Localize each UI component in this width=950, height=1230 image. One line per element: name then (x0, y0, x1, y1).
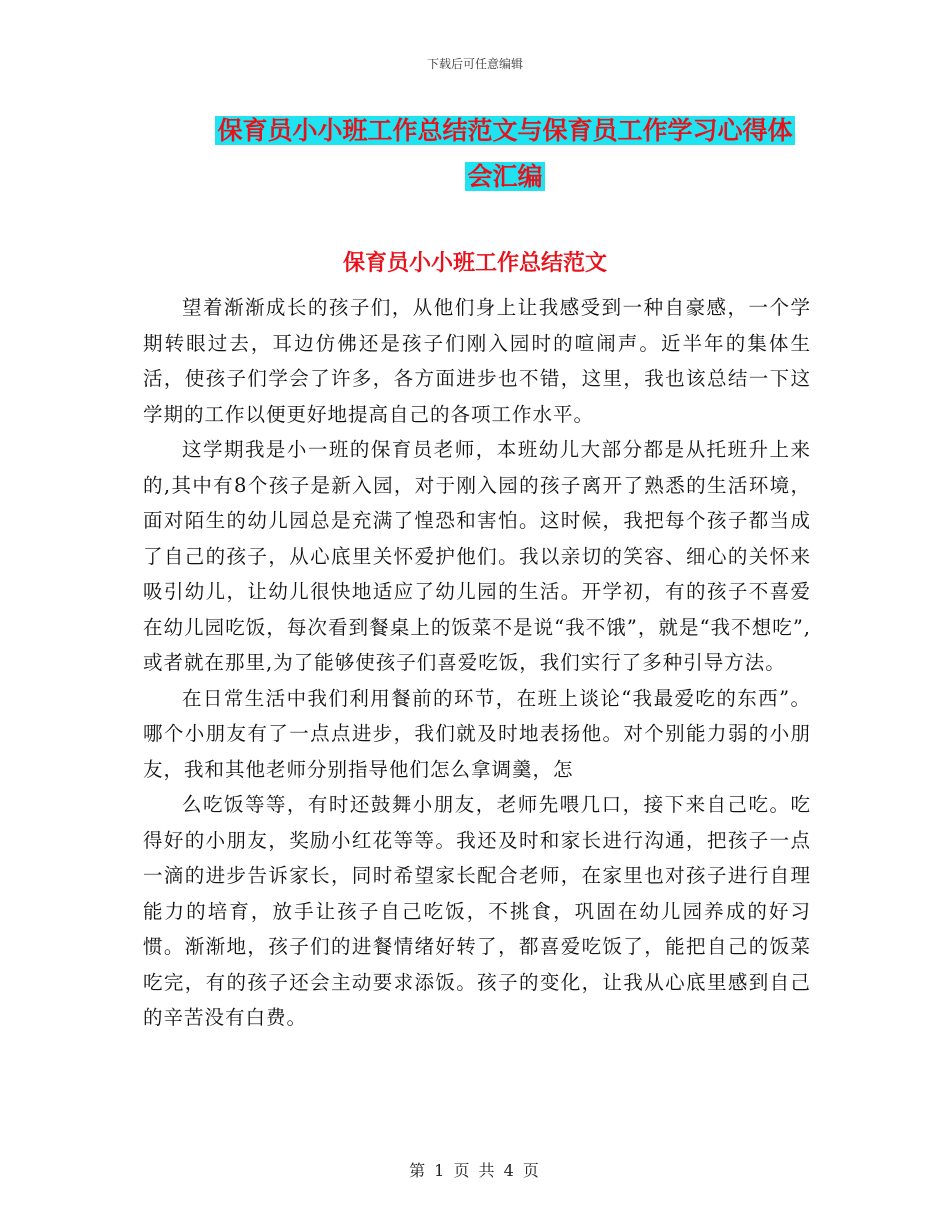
title-line-2: 会汇编 (467, 162, 543, 191)
paragraph-3: 在日常生活中我们利用餐前的环节，在班上谈论“我最爱吃的东西”。哪个小朋友有了一点点进步，我们就及时地表扬他。对个别能力弱的小朋友，我和其他老师分别指导他们怎么拿调羹，怎 (143, 686, 811, 781)
header-note: 下载后可任意编辑 (426, 57, 523, 71)
paragraph-4: 么吃饭等等，有时还鼓舞小朋友，老师先喂几口，接下来自己吃。吃得好的小朋友，奖励小红花等等。我还及时和家长进行沟通，把孩子一点一滴的进步告诉家长，同时希望家长配合老师，在家里也对孩子进行自理能力的培育，放手让孩子自己吃饭，不挑食，巩固在幼儿园养成的好习惯。渐渐地，孩子们的进餐情绪好转了，都喜爱吃饭了，能把自己的饭菜吃完，有的孩子还会主动要求添饭。孩子的变化，让我从心底里感到自己的辛苦没有白费。 (143, 793, 811, 1029)
title-line-1: 保育员小小班工作总结范文与保育员工作学习心得体 (217, 116, 793, 145)
paragraph-1: 望着渐渐成长的孩子们，从他们身上让我感受到一种自豪感，一个学期转眼过去，耳边仿佛还是孩子们刚入园时的喧闹声。近半年的集体生活，使孩子们学会了许多，各方面进步也不错，这里，我也该总结一下这学期的工作以便更好地提高自己的各项工作水平。 (143, 296, 811, 426)
section-title: 保育员小小班工作总结范文 (342, 251, 607, 276)
page-number: 第 1 页 共 4 页 (409, 1161, 541, 1180)
body-text (143, 290, 811, 1036)
document-title (195, 108, 815, 200)
paragraph-2: 这学期我是小一班的保育员老师，本班幼儿大部分都是从托班升上来的,其中有8个孩子是新入园，对于刚入园的孩子离开了熟悉的生活环境，面对陌生的幼儿园总是充满了惶恐和害怕。这时候，我把每个孩子都当成了自己的孩子，从心底里关怀爱护他们。我以亲切的笑容、细心的关怀来吸引幼儿，让幼儿很快地适应了幼儿园的生活。开学初，有的孩子不喜爱在幼儿园吃饭，每次看到餐桌上的饭菜不是说“我不饿”，就是“我不想吃”,或者就在那里,为了能够使孩子们喜爱吃饭，我们实行了多种引导方法。 (143, 438, 811, 674)
